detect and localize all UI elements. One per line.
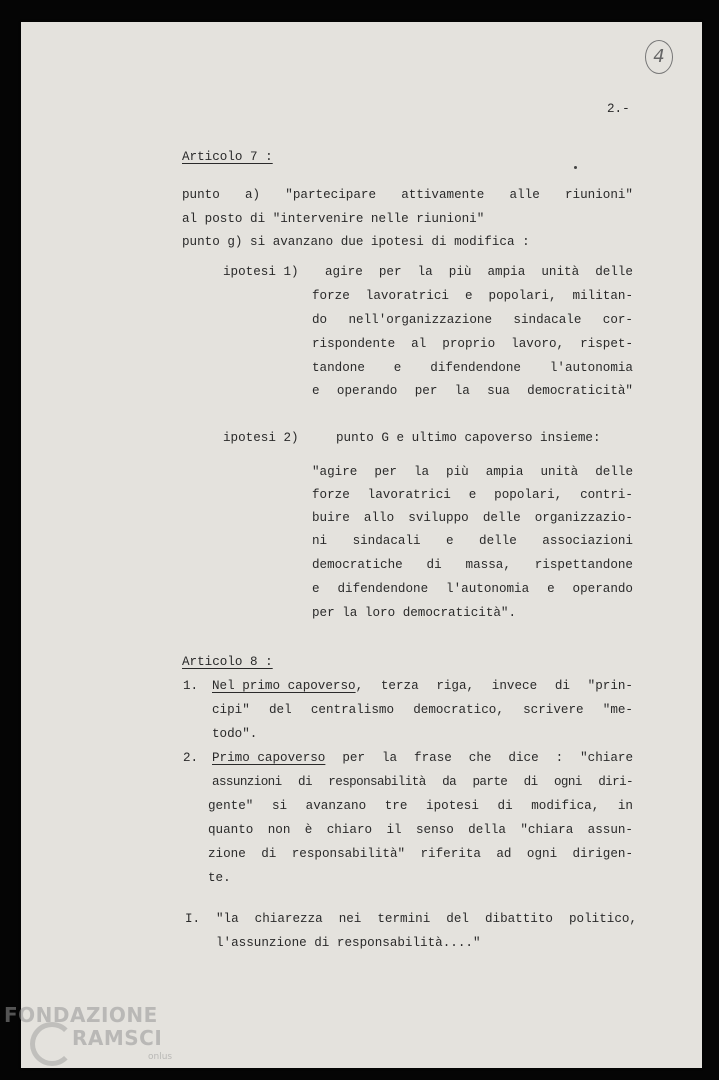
item-1-line: todo".	[212, 727, 258, 741]
roman-item-line: l'assunzione di responsabilità...."	[216, 936, 481, 950]
item-2-number: 2.	[183, 751, 199, 765]
roman-item-number: I.	[185, 912, 201, 926]
ipotesi-2-line: e difendendone l'autonomia e operando	[312, 582, 633, 596]
ipotesi-2-line: ni sindacali e delle associazioni	[312, 534, 633, 548]
item-2-line: te.	[208, 871, 231, 885]
ipotesi-1-line: agire per la più ampia unità delle	[325, 265, 633, 279]
ipotesi-2-line: per la loro democraticità".	[312, 606, 517, 620]
handwritten-page-mark: 4	[645, 40, 673, 74]
watermark-line-2: RAMSCI	[72, 1026, 163, 1050]
item-2-line: gente" si avanzano tre ipotesi di modifica, in	[208, 799, 633, 813]
roman-item-line: "la chiarezza nei termini del dibattito politico,	[216, 912, 637, 926]
item-1-underlined-phrase: Nel primo capoverso	[212, 679, 356, 693]
watermark-onlus: onlus	[148, 1052, 173, 1062]
page-number: 2.-	[607, 102, 630, 116]
articolo-8-heading: Articolo 8 :	[182, 655, 273, 669]
item-1-first-line	[212, 680, 633, 693]
ipotesi-2-line: democratiche di massa, rispettandone	[312, 558, 633, 572]
item-2-first-line	[212, 752, 633, 765]
item-1-line: cipi" del centralismo democratico, scrivere "me-	[212, 703, 633, 717]
item-2-underlined-phrase: Primo capoverso	[212, 751, 326, 765]
item-2-rest: per la frase che dice : "chiare	[325, 751, 633, 765]
article7-line: al posto di "intervenire nelle riunioni"	[182, 212, 485, 226]
article7-line: punto g) si avanzano due ipotesi di modifica :	[182, 235, 530, 249]
ipotesi-2-header: punto G e ultimo capoverso insieme:	[336, 431, 601, 445]
ipotesi-1-line: tandone e difendendone l'autonomia	[312, 361, 633, 375]
ipotesi-1-label: ipotesi 1)	[223, 265, 299, 279]
ink-dot	[574, 166, 577, 169]
watermark-g-logo-icon	[30, 1022, 74, 1066]
ipotesi-2-label: ipotesi 2)	[223, 431, 299, 445]
watermark-line-1: FONDAZIONE	[4, 1003, 158, 1027]
item-2-line: assunzioni di responsabilità da parte di ogni diri-	[212, 775, 633, 789]
ipotesi-2-line: buire allo sviluppo delle organizzazio-	[312, 511, 633, 525]
ipotesi-1-line: forze lavoratrici e popolari, militan-	[312, 289, 633, 303]
item-1-number: 1.	[183, 679, 199, 693]
item-1-rest: , terza riga, invece di "prin-	[355, 679, 633, 693]
fondazione-gramsci-watermark	[2, 1000, 182, 1078]
ipotesi-1-line: do nell'organizzazione sindacale cor-	[312, 313, 633, 327]
articolo-7-heading: Articolo 7 :	[182, 150, 273, 164]
article7-line: punto a) "partecipare attivamente alle riunioni"	[182, 188, 633, 202]
ipotesi-1-line: rispondente al proprio lavoro, rispet-	[312, 337, 633, 351]
ipotesi-1-line: e operando per la sua democraticità"	[312, 384, 633, 398]
item-2-line: quanto non è chiaro il senso della "chiara assun-	[208, 823, 633, 837]
ipotesi-2-line: "agire per la più ampia unità delle	[312, 465, 633, 479]
item-2-line: zione di responsabilità" riferita ad ogni dirigen-	[208, 847, 633, 861]
ipotesi-2-line: forze lavoratrici e popolari, contri-	[312, 488, 633, 502]
